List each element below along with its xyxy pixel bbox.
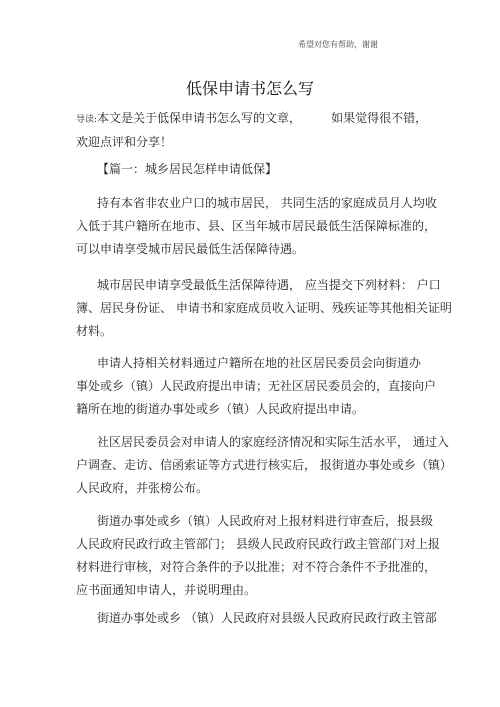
paragraph-line: 户调查、走访、信函索证等方式进行核实后， 报街道办事处或乡（镇） (76, 458, 452, 472)
lead-label: 导读: (76, 115, 98, 125)
lead-line-1 (76, 109, 427, 126)
lead-text-2: 如果觉得很不错， (331, 111, 428, 125)
paragraph-line: 人民政府，并张榜公布。 (76, 481, 209, 495)
paragraph-line: 申请人持相关材料通过户籍所在地的社区居民委员会向街道办 (97, 356, 422, 370)
paragraph-line: 持有本省非农业户口的城市居民， 共同生活的家庭成员月人均收 (97, 196, 437, 210)
paragraph-line: 材料进行审核，对符合条件的予以批准；对不符合条件不予批准的， (76, 560, 437, 574)
paragraph-line: 应书面通知申请人，并说明理由。 (76, 583, 257, 597)
lead-text-1: 本文是关于低保申请书怎么写的文章， (97, 111, 302, 125)
header-note: 希望对您有帮助，谢谢 (298, 40, 378, 49)
paragraph-line: 籍所在地的街道办事处或乡（镇）人民政府提出申请。 (76, 402, 365, 416)
paragraph-line: 簿、居民身份证、 申请书和家庭成员收入证明、残疾证等其他相关证明 (76, 301, 452, 315)
section-heading: 【篇一：城乡居民怎样申请低保】 (97, 162, 278, 176)
paragraph-line: 街道办事处或乡（镇）人民政府对上报材料进行审查后，报县级 (97, 514, 434, 528)
paragraph-line: 城市居民申请享受最低生活保障待遇， 应当提交下列材料： 户口 (97, 278, 441, 292)
lead-line-2: 欢迎点评和分享！ (76, 135, 173, 149)
paragraph-line: 可以申请享受城市居民最低生活保障待遇。 (76, 242, 305, 256)
paragraph-line: 入低于其户籍所在地市、县、区当年城市居民最低生活保障标准的， (76, 219, 437, 233)
document-title: 低保申请书怎么写 (185, 79, 314, 98)
paragraph-line: 人民政府民政行政主管部门； 县级人民政府民政行政主管部门对上报 (76, 537, 440, 551)
paragraph-line: 事处或乡（镇）人民政府提出申请；无社区居民委员会的，直接向户 (76, 379, 437, 393)
paragraph-line: 街道办事处或乡 （镇）人民政府对县级人民政府民政行政主管部 (97, 611, 437, 625)
paragraph-line: 社区居民委员会对申请人的家庭经济情况和实际生活水平， 通过入 (97, 435, 449, 449)
paragraph-line: 材料。 (76, 324, 113, 338)
